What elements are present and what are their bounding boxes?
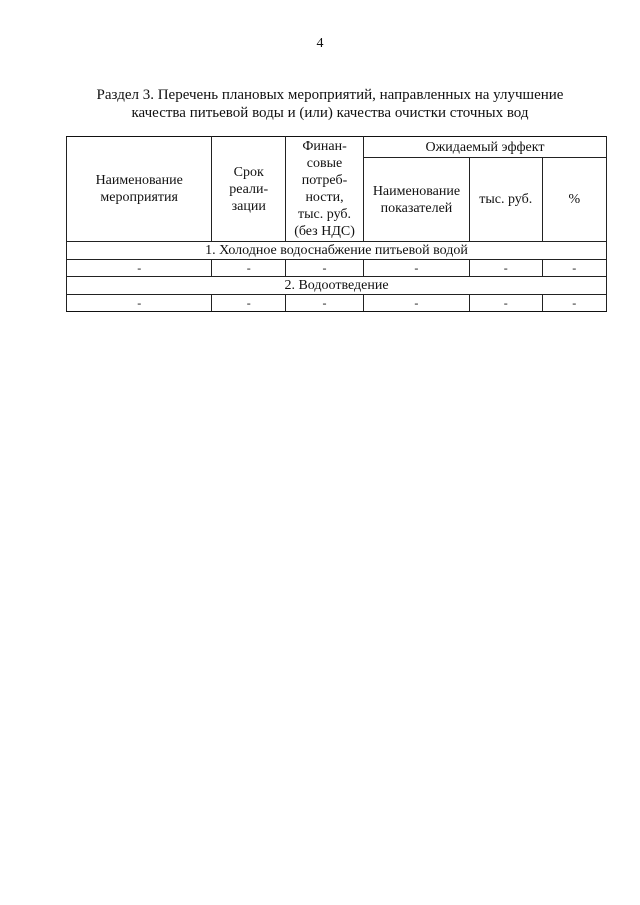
cell-indicators: - [363,260,469,277]
cell-measure-name: - [67,260,212,277]
header-term: Срок реали- зации [212,137,286,242]
section-title [60,86,600,122]
table-row [67,260,607,277]
header-expected-effect: Ожидаемый эффект [363,137,606,158]
section-title-line-1: Раздел 3. Перечень плановых мероприятий, направленных на улучшение [96,87,564,103]
section-row-cold-water [67,242,607,260]
cell-term: - [212,295,286,312]
cell-thousand-rub: - [469,260,542,277]
cell-thousand-rub: - [469,295,542,312]
header-finance: Финан- совые потреб- ности, тыс. руб. (без НДС) [286,137,364,242]
section-title-wastewater: 2. Водоотведение [67,277,607,295]
cell-indicators: - [363,295,469,312]
cell-finance: - [286,260,364,277]
header-indicators: Наименование показателей [363,158,469,242]
section-row-wastewater [67,277,607,295]
header-thousand-rub: тыс. руб. [469,158,542,242]
cell-percent: - [542,260,606,277]
measures-table [66,136,607,312]
page-number: 4 [316,36,324,51]
header-percent: % [542,158,606,242]
header-row-1 [67,137,607,158]
cell-term: - [212,260,286,277]
cell-percent: - [542,295,606,312]
table-row [67,295,607,312]
section-title-cold-water: 1. Холодное водоснабжение питьевой водой [67,242,607,260]
section-title-line-2: качества питьевой воды и (или) качества очистки сточных вод [131,105,529,121]
cell-finance: - [286,295,364,312]
cell-measure-name: - [67,295,212,312]
header-measure-name: Наименование мероприятия [67,137,212,242]
